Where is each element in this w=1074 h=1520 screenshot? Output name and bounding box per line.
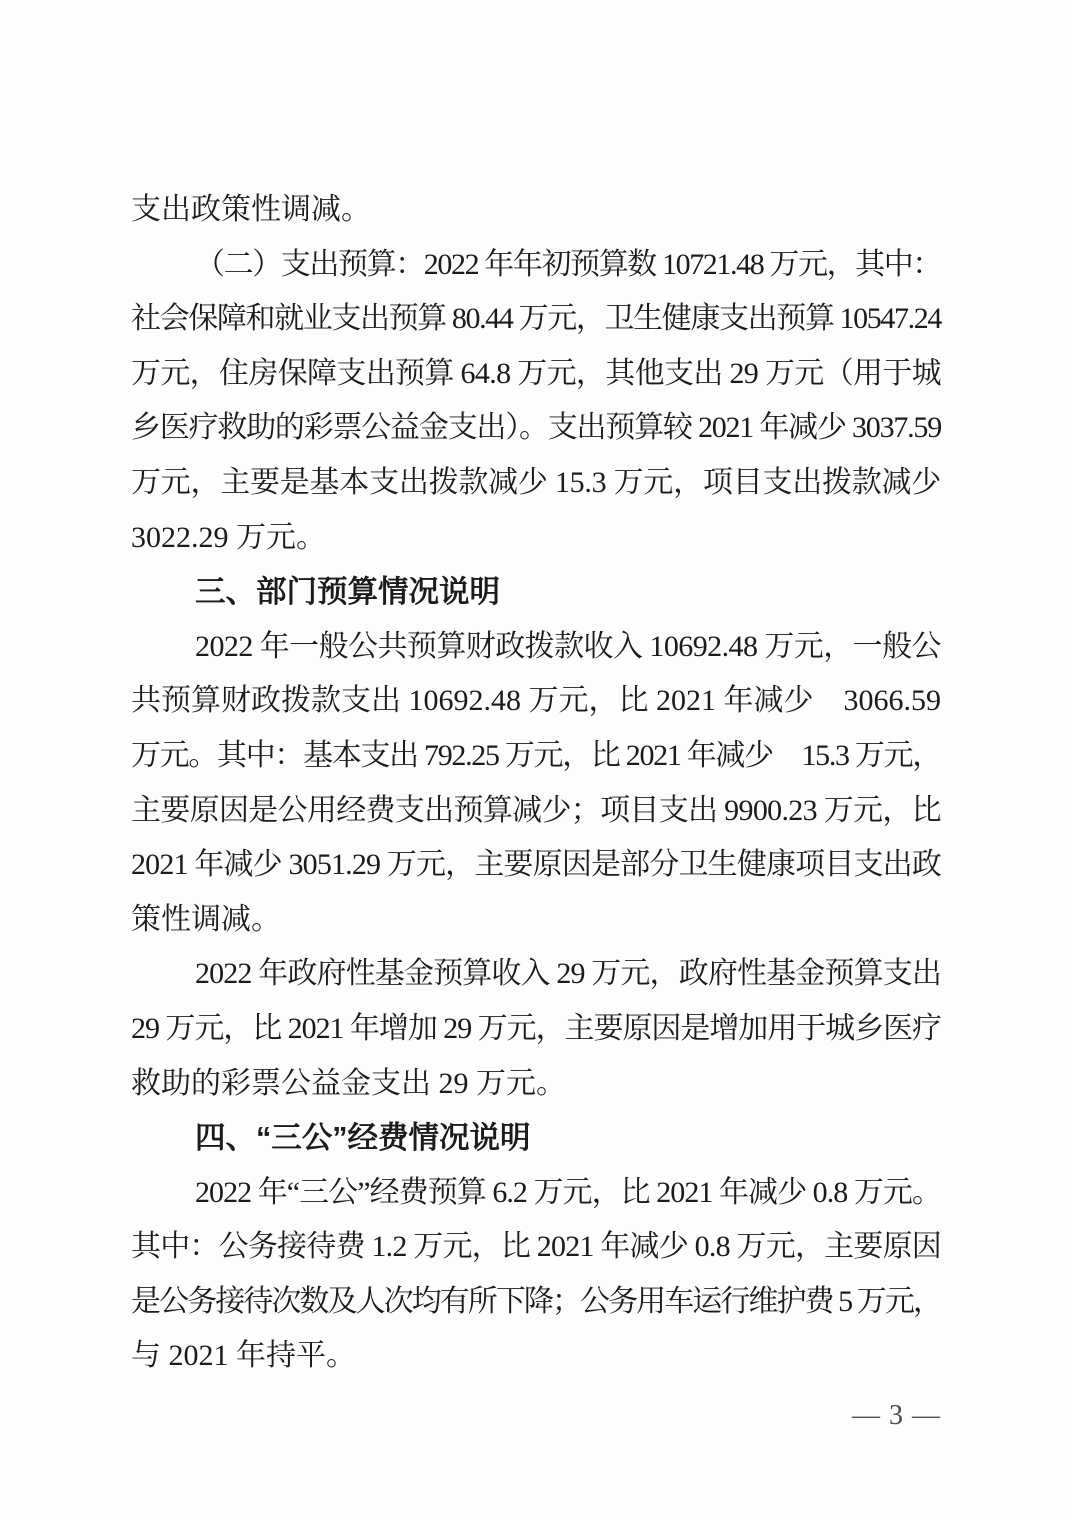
text-line: （二）支出预算：2022 年年初预算数 10721.48 万元，其中： [195, 247, 941, 281]
text-line: 社会保障和就业支出预算 80.44 万元，卫生健康支出预算 10547.24 [131, 302, 941, 336]
text-line: 其中：公务接待费 1.2 万元，比 2021 年减少 0.8 万元，主要原因 [131, 1230, 941, 1264]
text-line: 2022 年“三公”经费预算 6.2 万元，比 2021 年减少 0.8 万元。 [195, 1175, 941, 1209]
text-line: 2022 年政府性基金预算收入 29 万元，政府性基金预算支出 [195, 957, 941, 991]
section-heading-3: 三、部门预算情况说明 [195, 575, 500, 610]
text-line: 是公务接待次数及人次均有所下降；公务用车运行维护费 5 万元， [131, 1284, 941, 1318]
text-line: 万元，主要是基本支出拨款减少 15.3 万元，项目支出拨款减少 [131, 465, 941, 499]
text-line: 2022 年一般公共预算财政拨款收入 10692.48 万元，一般公 [195, 629, 941, 663]
text-line: 与 2021 年持平。 [131, 1339, 356, 1373]
text-line: 2021 年减少 3051.29 万元，主要原因是部分卫生健康项目支出政 [131, 848, 941, 882]
text-line: 共预算财政拨款支出 10692.48 万元，比 2021 年减少 3066.59 [131, 684, 941, 718]
text-line: 3022.29 万元。 [131, 520, 326, 554]
text-line: 救助的彩票公益金支出 29 万元。 [131, 1066, 566, 1100]
text-line: 策性调减。 [131, 902, 281, 936]
text-line: 主要原因是公用经费支出预算减少；项目支出 9900.23 万元，比 [131, 793, 941, 827]
text-line: 29 万元，比 2021 年增加 29 万元，主要原因是增加用于城乡医疗 [131, 1011, 941, 1045]
page-number: — 3 — [852, 1400, 941, 1431]
section-heading-4: 四、“三公”经费情况说明 [195, 1121, 531, 1156]
document-body [131, 183, 941, 1384]
text-line: 万元，住房保障支出预算 64.8 万元，其他支出 29 万元（用于城 [131, 356, 941, 390]
text-line: 万元。其中：基本支出 792.25 万元，比 2021 年减少 15.3 万元， [131, 738, 941, 772]
text-line: 支出政策性调减。 [131, 193, 371, 226]
text-line: 乡医疗救助的彩票公益金支出）。支出预算较 2021 年减少 3037.59 [131, 411, 941, 445]
